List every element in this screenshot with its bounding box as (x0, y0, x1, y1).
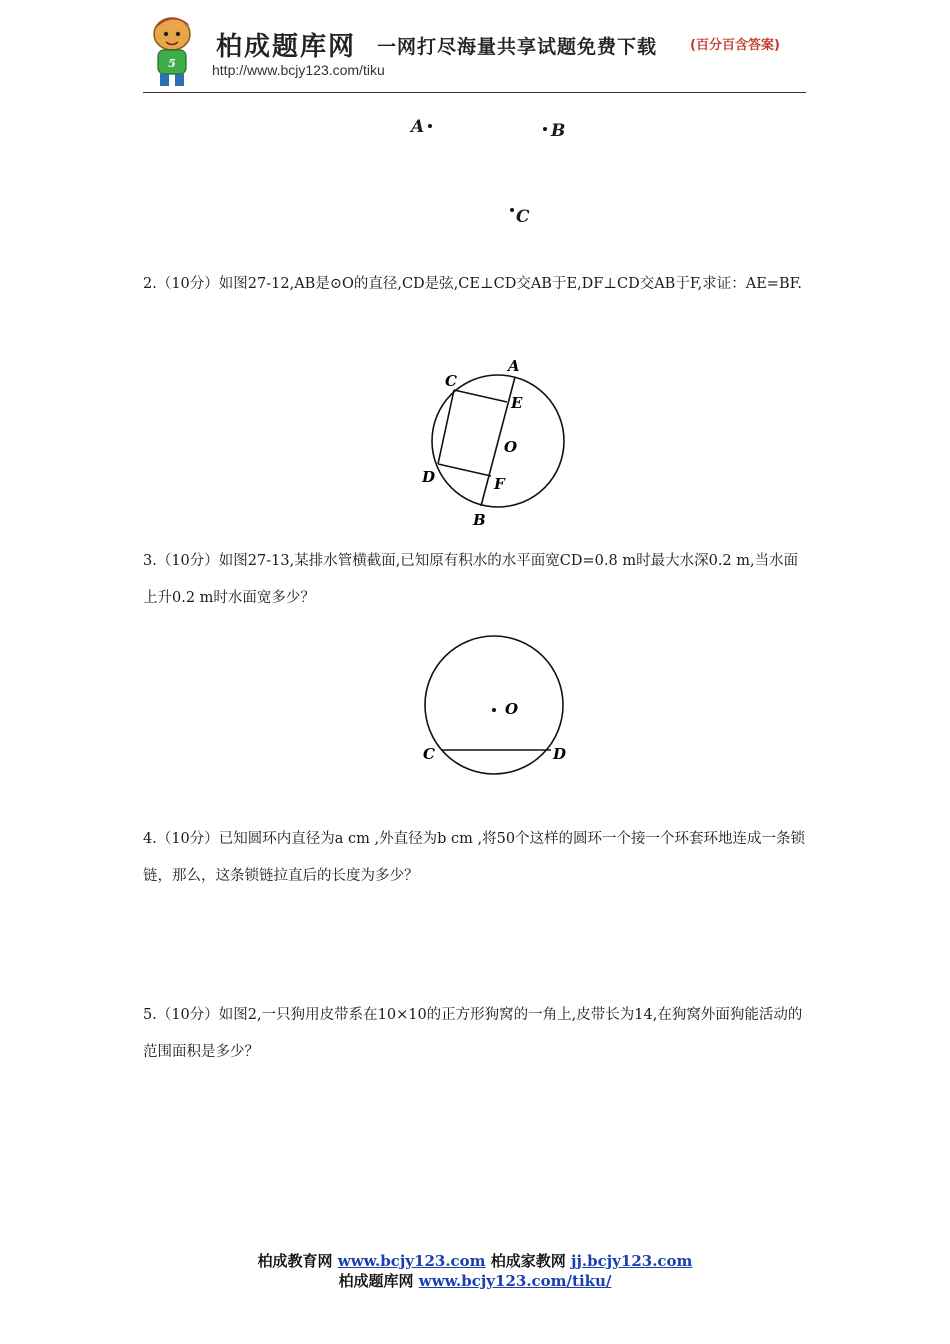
site-name: 柏成题库网 (216, 32, 357, 62)
footer-link-tiku[interactable]: www.bcjy123.com/tiku/ (418, 1272, 612, 1290)
answer-badge: (百分百含答案) (690, 38, 780, 53)
segment-ce (454, 390, 507, 402)
footer-tiku-name: 柏成题库网 (338, 1272, 414, 1290)
point-b-label: B (551, 121, 566, 141)
label-d: D (422, 468, 436, 486)
question-3: 3.（10分）如图27-13,某排水管横截面,已知原有积水的水平面宽CD=0.8 m时最大水深0.2 m,当水面上升0.2 m时水面宽多少？ (143, 553, 799, 606)
point-c-dot (510, 208, 514, 212)
mascot-logo (144, 10, 206, 90)
header-divider (143, 92, 806, 93)
footer-link-bcjy[interactable]: www.bcjy123.com (337, 1252, 486, 1270)
label-o: O (504, 438, 518, 456)
question-4: 4.（10分）已知圆环内直径为a cm ,外直径为b cm ,将50个这样的圆环一个接一个环套环地连成一条锁链，那么，这条锁链拉直后的长度为多少？ (143, 831, 806, 884)
point-c-label: C (516, 207, 530, 227)
footer-line-2 (0, 1270, 950, 1291)
footer-line-1 (0, 1250, 950, 1271)
footer-tutor-name: 柏成家教网 (490, 1252, 566, 1270)
label-f: F (494, 475, 505, 493)
slogan: 一网打尽海量共享试题免费下载 (377, 36, 658, 58)
question-5: 5.（10分）如图2,一只狗用皮带系在10×10的正方形狗窝的一角上,皮带长为14,在狗窝外面狗能活动的范围面积是多少？ (143, 1007, 803, 1060)
segment-df (438, 464, 491, 476)
center-o-dot (492, 708, 496, 712)
point-b-dot (543, 127, 547, 131)
label-b: B (473, 511, 486, 529)
label-c: C (423, 745, 435, 763)
label-d: D (553, 745, 567, 763)
mascot-badge: 5 (168, 57, 176, 70)
point-a-label: A (411, 117, 425, 137)
label-o: O (505, 700, 519, 718)
question-2: 2.（10分）如图27-12,AB是⊙O的直径,CD是弦,CE⊥CD交AB于E,DF⊥CD交AB于F,求证：AE=BF. (143, 276, 803, 292)
footer-edu-name: 柏成教育网 (257, 1252, 333, 1270)
site-url: http://www.bcjy123.com/tiku (212, 62, 385, 78)
pipe-circle (425, 636, 563, 774)
label-c: C (445, 372, 457, 390)
figure-circle-diameter-chord (410, 352, 580, 532)
footer-link-jj[interactable]: jj.bcjy123.com (571, 1252, 693, 1270)
figure-drain-pipe (410, 632, 580, 782)
point-a-dot (428, 124, 432, 128)
label-e: E (511, 394, 523, 412)
label-a: A (508, 357, 520, 375)
